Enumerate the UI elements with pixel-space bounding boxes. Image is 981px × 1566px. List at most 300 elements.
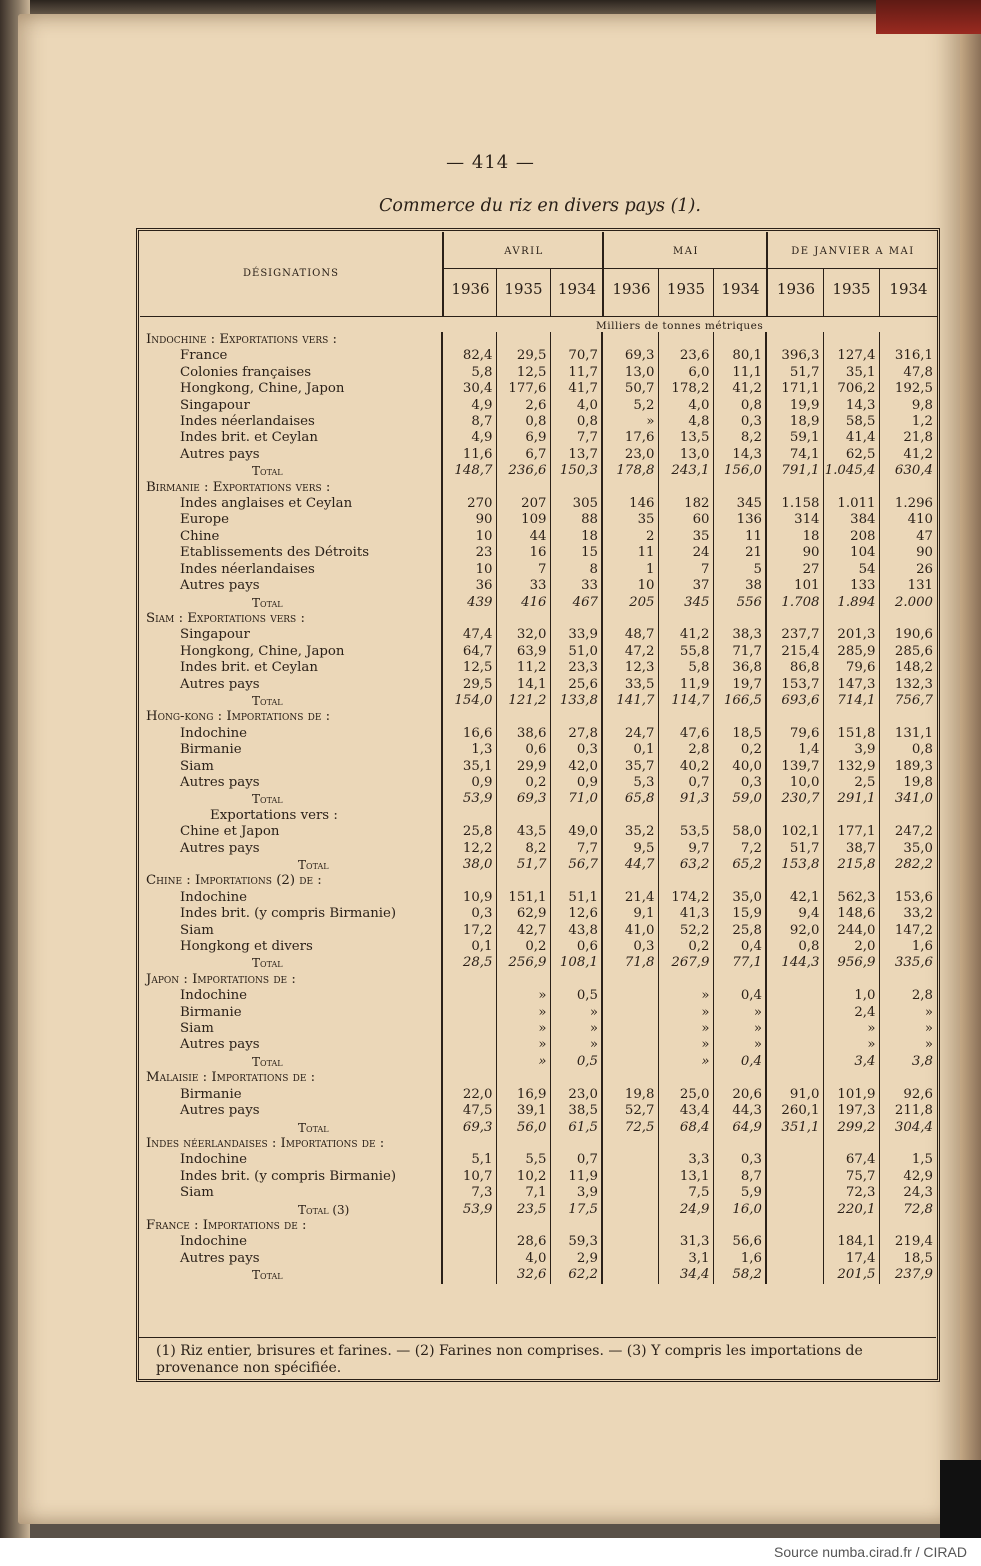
row-label: Indes néerlandaises : Importations de : — [146, 1135, 385, 1151]
value-cell — [442, 1054, 496, 1070]
value-cell: 23,0 — [550, 1087, 602, 1103]
value-cell: 4,0 — [496, 1251, 550, 1267]
value-cell: 41,3 — [658, 906, 713, 922]
value-cell: 16,9 — [496, 1087, 550, 1103]
section-row — [140, 480, 936, 496]
value-cell: 335,6 — [879, 955, 936, 971]
empty-cell — [550, 611, 602, 627]
value-cell: 132,3 — [879, 677, 936, 693]
value-cell: 3,9 — [823, 742, 879, 758]
value-cell: 23 — [442, 545, 496, 561]
value-cell: 19,9 — [766, 398, 823, 414]
value-cell: 36 — [442, 578, 496, 594]
row-label: Siam — [180, 1021, 214, 1037]
value-cell: 67,4 — [823, 1152, 879, 1168]
value-cell: 20,6 — [713, 1087, 766, 1103]
value-cell: 285,6 — [879, 644, 936, 660]
value-cell: 7 — [658, 562, 713, 578]
empty-cell — [550, 332, 602, 348]
row-label: Hongkong et divers — [180, 939, 313, 955]
value-cell: 86,8 — [766, 660, 823, 676]
value-cell: 25,0 — [658, 1087, 713, 1103]
value-cell: » — [496, 1021, 550, 1037]
value-cell: 56,6 — [713, 1234, 766, 1250]
section-row — [140, 873, 936, 889]
value-cell: 314 — [766, 512, 823, 528]
value-cell: 133 — [823, 578, 879, 594]
value-cell: 2,8 — [879, 988, 936, 1004]
value-cell: 18 — [766, 529, 823, 545]
value-cell: 230,7 — [766, 791, 823, 807]
row-label: Birmanie — [180, 1086, 242, 1102]
value-cell: 260,1 — [766, 1103, 823, 1119]
value-cell: 52,2 — [658, 923, 713, 939]
value-cell — [602, 988, 658, 1004]
value-cell: 13,7 — [550, 447, 602, 463]
value-cell: » — [879, 1037, 936, 1053]
value-cell: 25,8 — [442, 824, 496, 840]
value-cell: 51,0 — [550, 644, 602, 660]
row-label: Siam — [180, 1185, 214, 1201]
value-cell: 64,7 — [442, 644, 496, 660]
empty-cell — [713, 480, 766, 496]
value-cell: 562,3 — [823, 890, 879, 906]
value-cell: 21 — [713, 545, 766, 561]
empty-cell — [442, 611, 496, 627]
value-cell — [442, 988, 496, 1004]
value-cell: 171,1 — [766, 381, 823, 397]
value-cell: 5,5 — [496, 1152, 550, 1168]
value-cell: 38,0 — [442, 857, 496, 873]
value-cell: 215,8 — [823, 857, 879, 873]
value-cell: 28,6 — [496, 1234, 550, 1250]
value-cell: 47 — [879, 529, 936, 545]
value-cell: 345 — [713, 496, 766, 512]
empty-cell — [550, 1136, 602, 1152]
row-label: France : Importations de : — [146, 1217, 307, 1233]
value-cell: 693,6 — [766, 693, 823, 709]
value-cell: 42,7 — [496, 923, 550, 939]
table-row — [140, 381, 936, 397]
empty-cell — [823, 1070, 879, 1086]
value-cell: 74,1 — [766, 447, 823, 463]
table-row — [140, 447, 936, 463]
value-cell: 38 — [713, 578, 766, 594]
value-cell: 71,8 — [602, 955, 658, 971]
empty-cell — [550, 972, 602, 988]
table-row — [140, 906, 936, 922]
value-cell: 345 — [658, 595, 713, 611]
value-cell: 304,4 — [879, 1120, 936, 1136]
value-cell: 59,3 — [550, 1234, 602, 1250]
table-row — [140, 1037, 936, 1053]
value-cell: 7,3 — [442, 1185, 496, 1201]
value-cell — [766, 1251, 823, 1267]
value-cell: 0,3 — [713, 414, 766, 430]
row-label: Chine : Importations (2) de : — [146, 873, 322, 889]
header-group-janvier-mai: DE JANVIER A MAI — [766, 232, 938, 269]
value-cell: 36,8 — [713, 660, 766, 676]
value-cell: 23,0 — [602, 447, 658, 463]
value-cell: 58,0 — [713, 824, 766, 840]
value-cell: 243,1 — [658, 463, 713, 479]
value-cell — [766, 808, 823, 824]
empty-cell — [766, 1218, 823, 1234]
value-cell: 7,7 — [550, 430, 602, 446]
value-cell: 153,8 — [766, 857, 823, 873]
table-row — [140, 1103, 936, 1119]
value-cell: 5 — [713, 562, 766, 578]
section-row — [140, 972, 936, 988]
value-cell: 47,6 — [658, 726, 713, 742]
value-cell: 148,6 — [823, 906, 879, 922]
value-cell: 467 — [550, 595, 602, 611]
value-cell — [442, 1267, 496, 1283]
value-cell: 65,2 — [713, 857, 766, 873]
value-cell: 11,7 — [550, 365, 602, 381]
header-spacer — [140, 232, 936, 332]
value-cell: 3,4 — [823, 1054, 879, 1070]
empty-cell — [496, 972, 550, 988]
value-cell — [766, 1234, 823, 1250]
value-cell: 8 — [550, 562, 602, 578]
value-cell: 21,4 — [602, 890, 658, 906]
row-label: Total — [298, 858, 329, 872]
value-cell: 80,1 — [713, 348, 766, 364]
value-cell: 4,8 — [658, 414, 713, 430]
value-cell: 151,1 — [496, 890, 550, 906]
page-number: — 414 — — [446, 152, 535, 173]
value-cell — [766, 1054, 823, 1070]
value-cell: 92,6 — [879, 1087, 936, 1103]
value-cell: 299,2 — [823, 1120, 879, 1136]
value-cell: » — [496, 1005, 550, 1021]
table-row — [140, 578, 936, 594]
empty-cell — [442, 480, 496, 496]
value-cell: 956,9 — [823, 955, 879, 971]
page-stack-edge — [960, 30, 981, 1470]
value-cell: 65,8 — [602, 791, 658, 807]
value-cell — [766, 1267, 823, 1283]
value-cell: 41,0 — [602, 923, 658, 939]
value-cell: 7,2 — [713, 841, 766, 857]
value-cell: 0,3 — [713, 775, 766, 791]
value-cell: 11,6 — [442, 447, 496, 463]
empty-cell — [496, 611, 550, 627]
empty-cell — [713, 873, 766, 889]
value-cell: 208 — [823, 529, 879, 545]
value-cell: 38,7 — [823, 841, 879, 857]
value-cell: 72,8 — [879, 1202, 936, 1218]
value-cell — [823, 808, 879, 824]
header-year: 1935 — [496, 268, 550, 317]
header-year: 1936 — [442, 268, 497, 317]
value-cell: 147,2 — [879, 923, 936, 939]
table-row — [140, 775, 936, 791]
value-cell: 16 — [496, 545, 550, 561]
value-cell — [496, 808, 550, 824]
empty-cell — [658, 332, 713, 348]
value-cell: 60 — [658, 512, 713, 528]
value-cell: 148,7 — [442, 463, 496, 479]
value-cell — [602, 808, 658, 824]
header-group-mai: MAI — [602, 232, 768, 269]
value-cell — [766, 1005, 823, 1021]
value-cell: 54 — [823, 562, 879, 578]
value-cell: 127,4 — [823, 348, 879, 364]
value-cell: » — [713, 1021, 766, 1037]
total-row — [140, 463, 936, 479]
value-cell: 7,1 — [496, 1185, 550, 1201]
table-row — [140, 414, 936, 430]
value-cell: 0,2 — [496, 775, 550, 791]
value-cell — [766, 1021, 823, 1037]
empty-cell — [713, 709, 766, 725]
table-row — [140, 496, 936, 512]
value-cell: 192,5 — [879, 381, 936, 397]
value-cell: 2,4 — [823, 1005, 879, 1021]
empty-cell — [823, 480, 879, 496]
value-cell: 29,5 — [442, 677, 496, 693]
value-cell: 92,0 — [766, 923, 823, 939]
value-cell: 791,1 — [766, 463, 823, 479]
value-cell: 62,2 — [550, 1267, 602, 1283]
value-cell: 4,9 — [442, 398, 496, 414]
value-cell: 21,8 — [879, 430, 936, 446]
empty-cell — [658, 480, 713, 496]
value-cell: 237,9 — [879, 1267, 936, 1283]
table-row — [140, 365, 936, 381]
value-cell: 0,8 — [879, 742, 936, 758]
header-group-avril: AVRIL — [442, 232, 604, 269]
value-cell — [602, 1169, 658, 1185]
value-cell: 41,2 — [713, 381, 766, 397]
value-cell: 131 — [879, 578, 936, 594]
row-label: Total — [252, 1268, 283, 1283]
value-cell: 5,9 — [713, 1185, 766, 1201]
value-cell: 59,0 — [713, 791, 766, 807]
empty-cell — [550, 1070, 602, 1086]
row-label: Siam — [180, 922, 214, 938]
header-year: 1934 — [879, 268, 937, 317]
value-cell: 13,0 — [602, 365, 658, 381]
empty-cell — [550, 480, 602, 496]
total-row — [140, 1120, 936, 1136]
empty-cell — [879, 611, 936, 627]
value-cell: 39,1 — [496, 1103, 550, 1119]
row-label: Total — [252, 1054, 283, 1069]
table-row — [140, 1251, 936, 1267]
value-cell: 24,3 — [879, 1185, 936, 1201]
value-cell: 0,9 — [442, 775, 496, 791]
value-cell: 291,1 — [823, 791, 879, 807]
value-cell: » — [658, 988, 713, 1004]
value-cell: 237,7 — [766, 627, 823, 643]
value-cell: 351,1 — [766, 1120, 823, 1136]
value-cell: 79,6 — [766, 726, 823, 742]
value-cell: 48,7 — [602, 627, 658, 643]
value-cell: 6,9 — [496, 430, 550, 446]
total-row — [140, 791, 936, 807]
value-cell: 133,8 — [550, 693, 602, 709]
value-cell: 12,3 — [602, 660, 658, 676]
value-cell: 90 — [442, 512, 496, 528]
header-designations: DÉSIGNATIONS — [140, 232, 443, 317]
value-cell: 27,8 — [550, 726, 602, 742]
empty-cell — [713, 1218, 766, 1234]
value-cell: 70,7 — [550, 348, 602, 364]
value-cell: 55,8 — [658, 644, 713, 660]
value-cell: 177,1 — [823, 824, 879, 840]
value-cell: 62,5 — [823, 447, 879, 463]
value-cell — [442, 1021, 496, 1037]
value-cell: 8,7 — [442, 414, 496, 430]
value-cell: 109 — [496, 512, 550, 528]
value-cell — [766, 1152, 823, 1168]
value-cell: 341,0 — [879, 791, 936, 807]
value-cell: 91,3 — [658, 791, 713, 807]
table-row — [140, 1005, 936, 1021]
value-cell: 267,9 — [658, 955, 713, 971]
value-cell: 14,3 — [713, 447, 766, 463]
empty-cell — [496, 709, 550, 725]
section-row — [140, 1218, 936, 1234]
table-row — [140, 988, 936, 1004]
value-cell: 247,2 — [879, 824, 936, 840]
row-label: Autres pays — [180, 578, 260, 594]
value-cell: 35,0 — [713, 890, 766, 906]
value-cell: 714,1 — [823, 693, 879, 709]
value-cell: 184,1 — [823, 1234, 879, 1250]
row-label: Indochine — [180, 1234, 248, 1250]
empty-cell — [658, 1070, 713, 1086]
value-cell: 29,9 — [496, 759, 550, 775]
value-cell: 270 — [442, 496, 496, 512]
row-label: Etablissements des Détroits — [180, 545, 370, 561]
row-label: Indes brit. et Ceylan — [180, 430, 318, 446]
value-cell: 8,7 — [713, 1169, 766, 1185]
value-cell: 4,0 — [658, 398, 713, 414]
value-cell: 26 — [879, 562, 936, 578]
value-cell: 90 — [766, 545, 823, 561]
value-cell: 10,0 — [766, 775, 823, 791]
value-cell: 58,5 — [823, 414, 879, 430]
empty-cell — [496, 480, 550, 496]
value-cell: 9,8 — [879, 398, 936, 414]
table-row — [140, 808, 936, 824]
value-cell: 1.708 — [766, 595, 823, 611]
value-cell: 0,1 — [442, 939, 496, 955]
value-cell: 10 — [602, 578, 658, 594]
value-cell: 35,0 — [879, 841, 936, 857]
value-cell: 9,1 — [602, 906, 658, 922]
empty-cell — [496, 873, 550, 889]
header-year: 1936 — [766, 268, 824, 317]
value-cell: 25,6 — [550, 677, 602, 693]
value-cell: 10,9 — [442, 890, 496, 906]
value-cell: 16,6 — [442, 726, 496, 742]
value-cell — [602, 1054, 658, 1070]
value-cell: 34,4 — [658, 1267, 713, 1283]
value-cell: 256,9 — [496, 955, 550, 971]
value-cell: 19,8 — [602, 1087, 658, 1103]
value-cell: 69,3 — [442, 1120, 496, 1136]
value-cell: 42,9 — [879, 1169, 936, 1185]
value-cell: 18,9 — [766, 414, 823, 430]
value-cell: 147,3 — [823, 677, 879, 693]
row-label: Autres pays — [180, 446, 260, 462]
value-cell — [602, 1021, 658, 1037]
value-cell: 182 — [658, 496, 713, 512]
row-label: Indes anglaises et Ceylan — [180, 496, 353, 512]
value-cell: 43,8 — [550, 923, 602, 939]
value-cell: 11 — [602, 545, 658, 561]
value-cell: 2,5 — [823, 775, 879, 791]
value-cell — [713, 808, 766, 824]
value-cell: 18,5 — [713, 726, 766, 742]
row-label: Indochine — [180, 988, 248, 1004]
value-cell: 1,4 — [766, 742, 823, 758]
total-row — [140, 595, 936, 611]
value-cell: 197,3 — [823, 1103, 879, 1119]
value-cell: 15,9 — [713, 906, 766, 922]
row-label: Singapour — [180, 397, 250, 413]
value-cell: 174,2 — [658, 890, 713, 906]
value-cell: » — [550, 1005, 602, 1021]
value-cell: 236,6 — [496, 463, 550, 479]
row-label: Indochine — [180, 889, 248, 905]
value-cell: 2,6 — [496, 398, 550, 414]
value-cell: 40,0 — [713, 759, 766, 775]
row-label: Siam : Exportations vers : — [146, 610, 305, 626]
value-cell: 82,4 — [442, 348, 496, 364]
empty-cell — [496, 1136, 550, 1152]
value-cell: 1.045,4 — [823, 463, 879, 479]
row-label: Hongkong, Chine, Japon — [180, 381, 345, 397]
value-cell: 58,2 — [713, 1267, 766, 1283]
value-cell: 29,5 — [496, 348, 550, 364]
row-label: Autres pays — [180, 676, 260, 692]
value-cell: 10 — [442, 529, 496, 545]
value-cell: 13,0 — [658, 447, 713, 463]
value-cell: 2,0 — [823, 939, 879, 955]
empty-cell — [602, 709, 658, 725]
empty-cell — [823, 332, 879, 348]
value-cell: » — [602, 414, 658, 430]
empty-cell — [713, 1070, 766, 1086]
table-row — [140, 939, 936, 955]
value-cell: 0,2 — [658, 939, 713, 955]
value-cell: 102,1 — [766, 824, 823, 840]
value-cell: 37 — [658, 578, 713, 594]
value-cell: 3,3 — [658, 1152, 713, 1168]
header-year: 1934 — [713, 268, 767, 317]
value-cell: 75,7 — [823, 1169, 879, 1185]
value-cell: 205 — [602, 595, 658, 611]
row-label: Singapour — [180, 627, 250, 643]
value-cell: 3,9 — [550, 1185, 602, 1201]
value-cell: 244,0 — [823, 923, 879, 939]
value-cell: 207 — [496, 496, 550, 512]
value-cell: 5,1 — [442, 1152, 496, 1168]
value-cell: 0,3 — [713, 1152, 766, 1168]
value-cell — [602, 1267, 658, 1283]
value-cell: 0,7 — [550, 1152, 602, 1168]
value-cell: 0,3 — [602, 939, 658, 955]
value-cell: 43,4 — [658, 1103, 713, 1119]
empty-cell — [879, 1136, 936, 1152]
value-cell: 190,6 — [879, 627, 936, 643]
